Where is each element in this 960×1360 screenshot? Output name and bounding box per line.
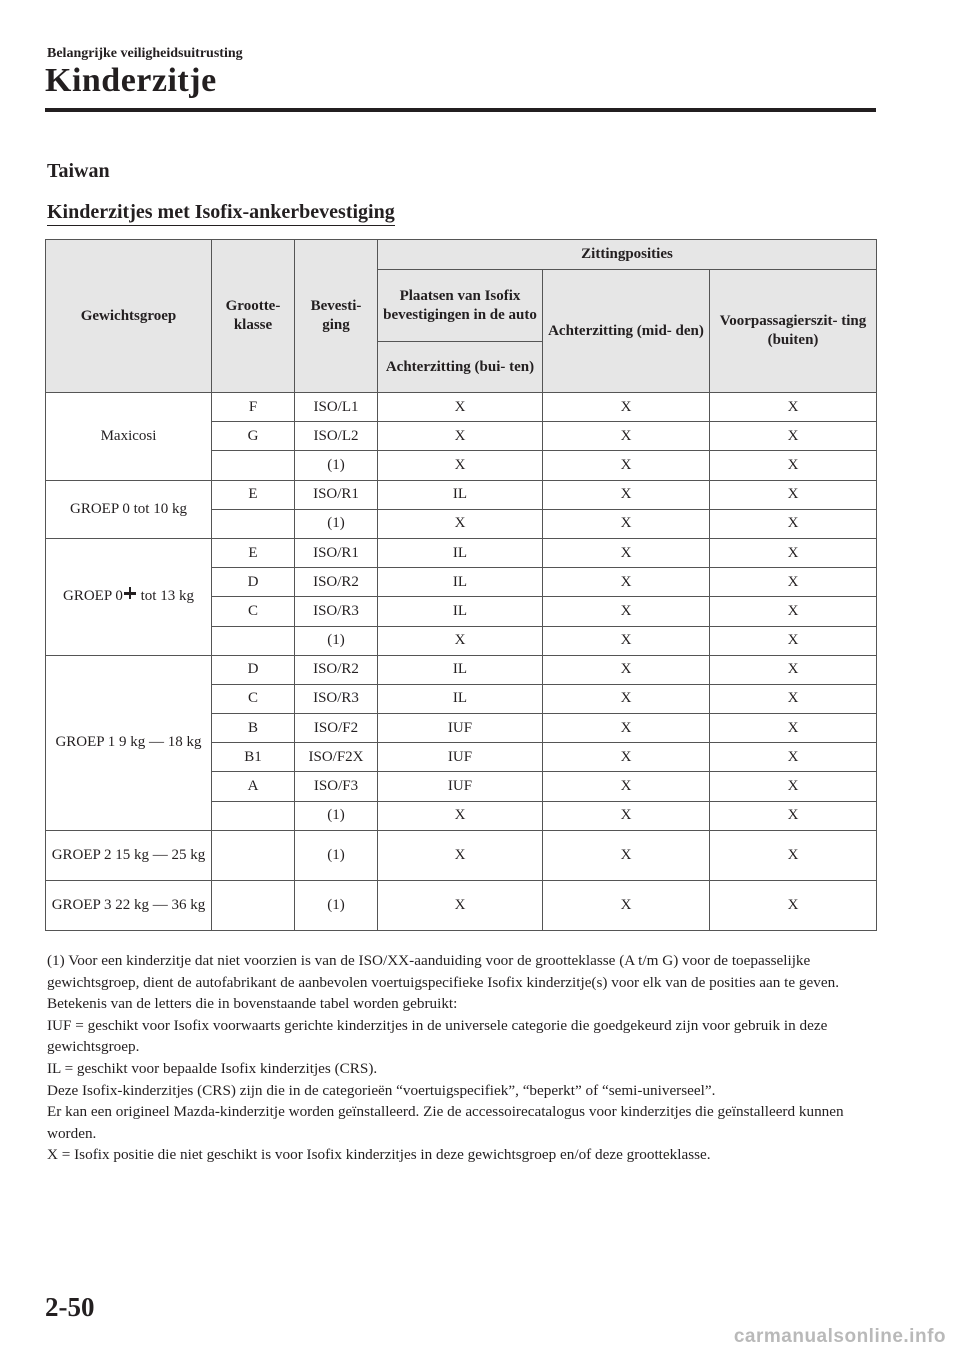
header-front-passenger: Voorpassagierszit- ting (buiten) bbox=[710, 270, 877, 393]
weight-group-label: Maxicosi bbox=[100, 427, 157, 444]
footnote-line: (1) Voor een kinderzitje dat niet voorzien is van de ISO/XX-aanduiding voor de grootteklasse (A t/m G) voor de toepasselijke gewichtsgroep, dient de autofabrikant de aanbevolen voertuigspecifieke Isofix kinderzitje(s) voor elk van de posities aan te geven. bbox=[47, 952, 839, 991]
table-row bbox=[46, 880, 877, 930]
footnote-line: Betekenis van de letters die in bovenstaande tabel worden gebruikt: bbox=[47, 995, 458, 1013]
rear-middle-cell: X bbox=[543, 568, 710, 597]
footnote-line: IL = geschikt voor bepaalde Isofix kinderzitjes (CRS). bbox=[47, 1059, 378, 1077]
rear-outer-cell: X bbox=[378, 801, 543, 830]
header-mounting: Bevesti- ging bbox=[295, 240, 378, 393]
fixture-cell: (1) bbox=[295, 451, 378, 480]
front-passenger-cell: X bbox=[710, 422, 877, 451]
rear-middle-cell: X bbox=[543, 393, 710, 422]
rear-outer-cell: X bbox=[378, 393, 543, 422]
rear-middle-cell: X bbox=[543, 422, 710, 451]
table-row bbox=[46, 393, 877, 422]
weight-group-label-prefix: GROEP 0 bbox=[63, 588, 123, 605]
table-row bbox=[46, 480, 877, 509]
fixture-cell: ISO/L2 bbox=[295, 422, 378, 451]
footnote-line: Er kan een origineel Mazda-kinderzitje worden geïnstalleerd. Zie de accessoirecatalogus voor kinderzitjes die geïnstalleerd kunnen worden. bbox=[47, 1103, 844, 1142]
size-class-cell bbox=[212, 626, 295, 655]
rear-outer-cell: X bbox=[378, 880, 543, 930]
region-heading: Taiwan bbox=[47, 160, 110, 182]
weight-group-cell bbox=[46, 830, 212, 880]
front-passenger-cell: X bbox=[710, 568, 877, 597]
front-passenger-cell: X bbox=[710, 480, 877, 509]
fixture-cell: ISO/F3 bbox=[295, 772, 378, 801]
rear-middle-cell: X bbox=[543, 830, 710, 880]
front-passenger-cell: X bbox=[710, 597, 877, 626]
fixture-cell: (1) bbox=[295, 830, 378, 880]
rear-outer-cell: IL bbox=[378, 568, 543, 597]
rear-middle-cell: X bbox=[543, 880, 710, 930]
front-passenger-cell: X bbox=[710, 626, 877, 655]
table-row bbox=[46, 655, 877, 684]
page-title: Kinderzitje bbox=[45, 62, 217, 99]
weight-group-label: GROEP 2 15 kg ― 25 kg bbox=[51, 846, 206, 863]
size-class-cell: F bbox=[212, 393, 295, 422]
header-divider bbox=[45, 108, 876, 112]
fixture-cell: ISO/R2 bbox=[295, 568, 378, 597]
front-passenger-cell: X bbox=[710, 880, 877, 930]
section-label: Belangrijke veiligheidsuitrusting bbox=[47, 46, 243, 61]
weight-group-label: GROEP 1 9 kg ― 18 kg bbox=[55, 734, 202, 751]
size-class-cell bbox=[212, 509, 295, 538]
rear-middle-cell: X bbox=[543, 597, 710, 626]
size-class-cell: D bbox=[212, 568, 295, 597]
weight-group-cell bbox=[46, 480, 212, 538]
fixture-cell: ISO/R2 bbox=[295, 655, 378, 684]
weight-group-cell bbox=[46, 880, 212, 930]
front-passenger-cell: X bbox=[710, 655, 877, 684]
size-class-cell bbox=[212, 801, 295, 830]
weight-group-cell bbox=[46, 538, 212, 655]
table-body bbox=[46, 393, 877, 931]
fixture-cell: ISO/R1 bbox=[295, 538, 378, 567]
front-passenger-cell: X bbox=[710, 684, 877, 713]
table-heading: Kinderzitjes met Isofix-ankerbevestiging bbox=[47, 199, 395, 226]
footnotes bbox=[47, 950, 875, 1166]
weight-group-label: GROEP 3 22 kg ― 36 kg bbox=[51, 896, 206, 913]
header-rear-middle: Achterzitting (mid- den) bbox=[543, 270, 710, 393]
header-seat-positions: Zittingposities bbox=[378, 240, 877, 270]
rear-middle-cell: X bbox=[543, 626, 710, 655]
header-weight-group: Gewichtsgroep bbox=[46, 240, 212, 393]
rear-middle-cell: X bbox=[543, 538, 710, 567]
isofix-table bbox=[45, 239, 877, 931]
fixture-cell: (1) bbox=[295, 626, 378, 655]
rear-outer-cell: IL bbox=[378, 655, 543, 684]
plus-icon bbox=[124, 587, 136, 599]
rear-outer-cell: IL bbox=[378, 480, 543, 509]
footnote-line: IUF = geschikt voor Isofix voorwaarts gerichte kinderzitjes in de universele categorie die goedgekeurd zijn voor gebruik in deze gewichtsgroep. bbox=[47, 1016, 828, 1056]
front-passenger-cell: X bbox=[710, 509, 877, 538]
size-class-cell: D bbox=[212, 655, 295, 684]
front-passenger-cell: X bbox=[710, 830, 877, 880]
size-class-cell: C bbox=[212, 597, 295, 626]
front-passenger-cell: X bbox=[710, 451, 877, 480]
rear-middle-cell: X bbox=[543, 714, 710, 743]
front-passenger-cell: X bbox=[710, 772, 877, 801]
size-class-cell bbox=[212, 830, 295, 880]
size-class-cell: C bbox=[212, 684, 295, 713]
fixture-cell: ISO/L1 bbox=[295, 393, 378, 422]
header-rear-outer: Achterzitting (bui- ten) bbox=[378, 342, 543, 393]
fixture-cell: ISO/R3 bbox=[295, 684, 378, 713]
size-class-cell bbox=[212, 880, 295, 930]
rear-middle-cell: X bbox=[543, 743, 710, 772]
rear-middle-cell: X bbox=[543, 509, 710, 538]
front-passenger-cell: X bbox=[710, 393, 877, 422]
rear-middle-cell: X bbox=[543, 801, 710, 830]
footnote-line: Deze Isofix-kinderzitjes (CRS) zijn die in de categorieën “voertuigspecifiek”, “beperkt” of “semi-universeel”. bbox=[47, 1081, 716, 1099]
watermark: carmanualsonline.info bbox=[733, 1326, 946, 1347]
rear-middle-cell: X bbox=[543, 480, 710, 509]
size-class-cell: B1 bbox=[212, 743, 295, 772]
weight-group-label: GROEP 0 tot 10 kg bbox=[70, 500, 187, 517]
fixture-cell: (1) bbox=[295, 509, 378, 538]
weight-group-cell bbox=[46, 655, 212, 830]
size-class-cell: E bbox=[212, 538, 295, 567]
front-passenger-cell: X bbox=[710, 538, 877, 567]
rear-outer-cell: X bbox=[378, 509, 543, 538]
page-number: 2-50 bbox=[45, 1292, 95, 1322]
table-row bbox=[46, 538, 877, 567]
weight-group-label-suffix: tot 13 kg bbox=[136, 588, 194, 605]
rear-outer-cell: IUF bbox=[378, 743, 543, 772]
front-passenger-cell: X bbox=[710, 714, 877, 743]
rear-outer-cell: IL bbox=[378, 538, 543, 567]
rear-outer-cell: IUF bbox=[378, 714, 543, 743]
fixture-cell: ISO/R3 bbox=[295, 597, 378, 626]
rear-outer-cell: IUF bbox=[378, 772, 543, 801]
front-passenger-cell: X bbox=[710, 743, 877, 772]
size-class-cell: A bbox=[212, 772, 295, 801]
fixture-cell: ISO/F2X bbox=[295, 743, 378, 772]
weight-group-cell bbox=[46, 393, 212, 481]
rear-middle-cell: X bbox=[543, 451, 710, 480]
rear-outer-cell: IL bbox=[378, 597, 543, 626]
rear-outer-cell: X bbox=[378, 451, 543, 480]
rear-middle-cell: X bbox=[543, 655, 710, 684]
front-passenger-cell: X bbox=[710, 801, 877, 830]
rear-outer-cell: IL bbox=[378, 684, 543, 713]
rear-outer-cell: X bbox=[378, 830, 543, 880]
rear-outer-cell: X bbox=[378, 422, 543, 451]
footnote-line: X = Isofix positie die niet geschikt is voor Isofix kinderzitjes in deze gewichtsgroep en/of deze grootteklasse. bbox=[47, 1146, 711, 1164]
size-class-cell: G bbox=[212, 422, 295, 451]
rear-outer-cell: X bbox=[378, 626, 543, 655]
size-class-cell: B bbox=[212, 714, 295, 743]
rear-middle-cell: X bbox=[543, 684, 710, 713]
header-isofix-locations: Plaatsen van Isofix bevestigingen in de auto bbox=[378, 270, 543, 342]
fixture-cell: (1) bbox=[295, 801, 378, 830]
fixture-cell: ISO/R1 bbox=[295, 480, 378, 509]
header-size-class: Grootte- klasse bbox=[212, 240, 295, 393]
rear-middle-cell: X bbox=[543, 772, 710, 801]
table-row bbox=[46, 830, 877, 880]
fixture-cell: ISO/F2 bbox=[295, 714, 378, 743]
size-class-cell: E bbox=[212, 480, 295, 509]
fixture-cell: (1) bbox=[295, 880, 378, 930]
size-class-cell bbox=[212, 451, 295, 480]
